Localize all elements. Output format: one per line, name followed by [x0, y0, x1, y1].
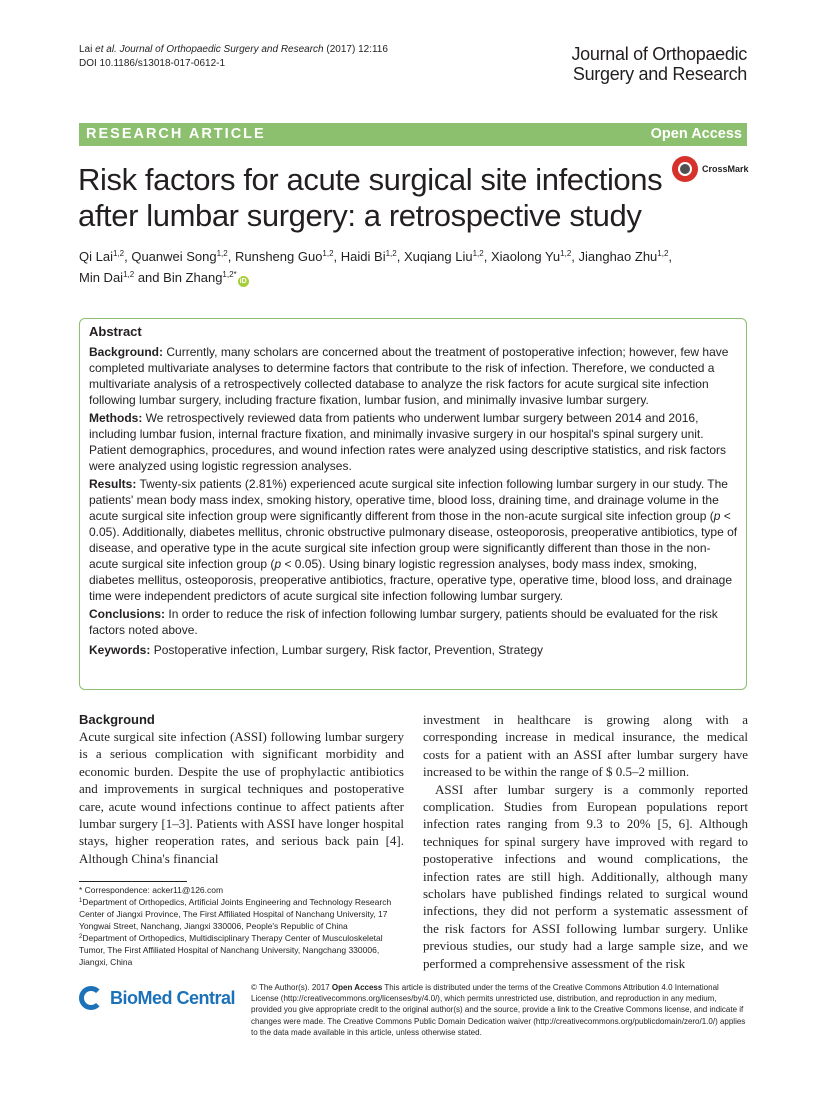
author[interactable]: Min Dai$^{1,2}$	[79, 270, 135, 285]
author[interactable]: Haidi Bi$^{1,2}$	[340, 249, 397, 264]
body-paragraph: investment in healthcare is growing along with a corresponding increase in medical insurance, the medical costs for a patient with an ASSI after lumbar surgery have increased to be within the range of $ 0.5–2 million.	[423, 712, 748, 780]
author[interactable]: Xuqiang Liu$^{1,2}$	[403, 249, 484, 264]
citation-year-vol: (2017) 12:116	[326, 44, 388, 55]
article-type: RESEARCH ARTICLE	[86, 126, 266, 142]
body-column-right	[423, 711, 748, 972]
license-notice	[251, 982, 748, 1038]
journal-name-line2: Surgery and Research	[572, 64, 747, 84]
footnote-divider	[79, 881, 187, 882]
author[interactable]: Runsheng Guo$^{1,2}$	[234, 249, 334, 264]
affiliation-2: $^2$Department of Orthopedics, Multidisciplinary Therapy Center of Musculoskeletal Tumor, The First Affiliated Hospital of Nanchang University, Nangchang 330006, Jiangxi, China	[79, 933, 383, 967]
author[interactable]: Quanwei Song$^{1,2}$	[131, 249, 228, 264]
abstract-heading: Abstract	[89, 324, 142, 339]
license-text: This article is distributed under the terms of the Creative Commons Attribution 4.0 International License (http://creativecommons.org/licenses/by/4.0/), which permits unrestricted use, distribution, and reproduction in any medium, provided you give appropriate credit to the original author(s) and the source, provide a link to the Creative Commons license, and indicate if changes were made. The Creative Commons Public Domain Dedication waiver (http://creativecommons.org/publicdomain/zero/1.0/) applies to the data made available in this article, unless otherwise stated.	[251, 983, 746, 1037]
orcid-icon[interactable]: iD	[239, 278, 247, 285]
section-heading-background: Background	[79, 712, 155, 727]
citation-authors: Lai	[79, 44, 93, 55]
crossmark-badge[interactable]	[672, 156, 752, 186]
abstract-box	[79, 318, 747, 690]
correspondence[interactable]: * Correspondence: acker11@126.com	[79, 885, 224, 895]
abstract-background: Background: Currently, many scholars are concerned about the treatment of postoperative infection; however, few have completed multivariate analyses to determine factors that contribute to the risk of infection. Therefore, we conducted a multivariate analysis of a retrospectively collected database to analyze the risk factors for acute surgical site infection following lumbar surgery, including fracture fixation, lumbar fusion, and minimally invasive lumbar surgery.	[89, 345, 729, 407]
biomed-central-text: BioMed Central	[110, 988, 236, 1008]
biomed-central-logo[interactable]	[79, 984, 249, 1018]
journal-name-line1: Journal of Orthopaedic	[571, 44, 747, 64]
affiliation-1: $^1$Department of Orthopedics, Artificial Joints Engineering and Technology Research Center of Jiangxi Province, The First Affiliated Hospital of Nanchang University, 17 Yongwai Street, Nanchang, Jiangxi 330006, People's Republic of China	[79, 897, 392, 931]
citation-journal: Journal of Orthopaedic Surgery and Research	[119, 44, 324, 55]
author-list: Qi Lai$^{1,2}$, Quanwei Song$^{1,2}$, Runsheng Guo$^{1,2}$, Haidi Bi$^{1,2}$, Xuqiang Liu$^{1,2}$, Xiaolong Yu$^{1,2}$, Jianghao Zhu$^{1,2}$, Min Dai$^{1,2}$ and Bin Zhang$^{1,2*}$iD	[79, 249, 673, 285]
body-paragraph: ASSI after lumbar surgery is a commonly reported complication. Studies from European populations report infection rates ranging from 9.3 to 20% [5, 6]. Although techniques for spinal surgery have improved with regard to postoperative infections and wound complications, the infection rates are still high. Additionally, although many scholars have published findings related to surgical wound infections, they did not perform a systematic assessment of the risk factors for ASSI following lumbar surgery. Unlike previous studies, our study had a large sample size, and we performed a comprehensive assessment of the risk	[423, 781, 748, 971]
open-access-label: Open Access	[650, 126, 742, 142]
footnotes	[79, 884, 404, 968]
license-open-access: Open Access	[331, 983, 383, 992]
author[interactable]: Qi Lai$^{1,2}$	[79, 249, 125, 264]
article-type-banner	[79, 123, 747, 146]
abstract-results: Results: Twenty-six patients (2.81%) experienced acute surgical site infection following lumbar surgery in our study. The patients' mean body mass index, smoking history, operative time, blood loss, draining time, and drainage volume in the acute surgical site infection group were significantly different from those in the non-acute surgical site infection group (p < 0.05). Additionally, diabetes mellitus, chronic obstructive pulmonary disease, osteoporosis, preoperative antibiotics, type of disease, and operative type in the acute surgical site infection group were significantly different than those in the non-acute surgical site infection group (p < 0.05). Using binary logistic regression analyses, body mass index, smoking, diabetes mellitus, osteoporosis, preoperative antibiotics, fracture, operative type, operative time, blood loss, and drainage time were independent predictors of acute surgical site infection following lumbar surgery.	[89, 477, 738, 603]
body-paragraph: Acute surgical site infection (ASSI) following lumbar surgery is a serious complication with significant morbidity and economic burden. Despite the use of prophylactic antibiotics and improvements in surgical techniques and postoperative care, acute wound infections continue to affect patients after lumbar surgery [1–3]. Patients with ASSI have longer hospital stays, higher reoperation rates, and serious back pain [4]. Although China's financial	[79, 729, 404, 866]
journal-logo	[500, 44, 747, 84]
crossmark-label: CrossMark	[702, 164, 749, 174]
crossmark-icon	[672, 156, 698, 182]
author[interactable]: Xiaolong Yu$^{1,2}$	[490, 249, 572, 264]
article-title: Risk factors for acute surgical site infections after lumbar surgery: a retrospective study	[78, 162, 663, 233]
citation-header	[79, 43, 388, 71]
abstract-conclusions: Conclusions: In order to reduce the risk of infection following lumbar surgery, patients should be evaluated for the risk factors noted above.	[89, 607, 718, 637]
biomed-central-icon	[79, 986, 103, 1010]
author[interactable]: Jianghao Zhu$^{1,2}$	[578, 249, 669, 264]
author[interactable]: Bin Zhang$^{1,2*}$	[163, 270, 237, 285]
abstract-keywords: Keywords: Postoperative infection, Lumbar surgery, Risk factor, Prevention, Strategy	[89, 643, 543, 657]
abstract-methods: Methods: We retrospectively reviewed data from patients who underwent lumbar surgery between 2014 and 2016, including lumbar fusion, internal fracture fixation, and minimally invasive surgery in our hospital's spinal surgery unit. Patient demographics, procedures, and wound infection rates were analyzed using descriptive statistics, and risk factors were analyzed using logistic regression analyses.	[89, 411, 726, 473]
copyright: © The Author(s). 2017	[251, 983, 330, 992]
authors-and: and	[137, 270, 160, 285]
body-column-left	[79, 711, 404, 867]
doi[interactable]: DOI 10.1186/s13018-017-0612-1	[79, 58, 226, 69]
citation-etal: et al.	[95, 44, 117, 55]
